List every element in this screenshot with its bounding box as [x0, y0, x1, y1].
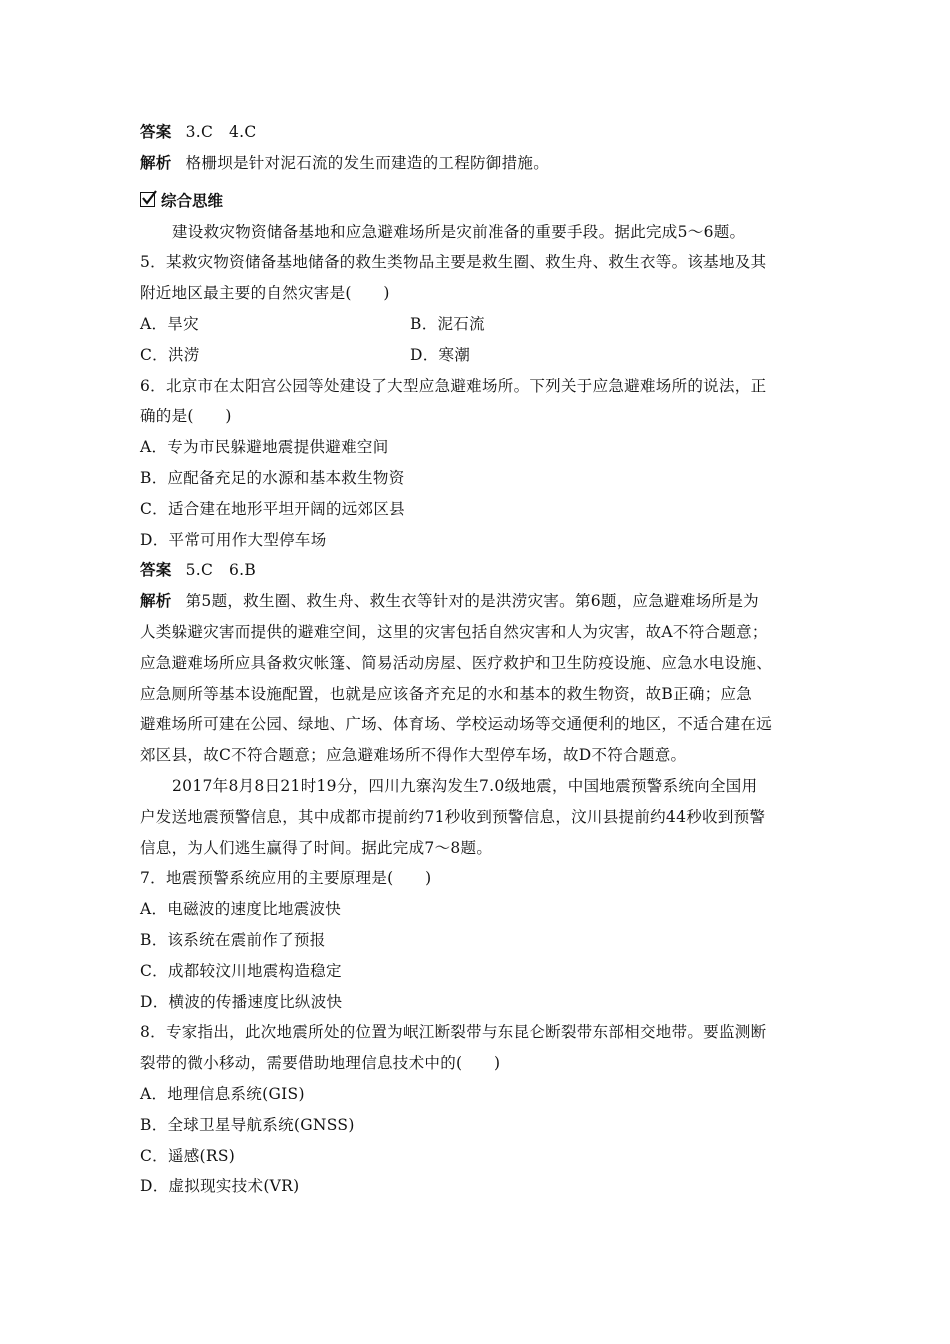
intro-paragraph-2-line-1: 2017年8月8日21时19分，四川九寨沟发生7.0级地震，中国地震预警系统向全国用 [172, 776, 758, 795]
analysis-5-6-line-6: 郊区县，故C不符合题意；应急避难场所不得作大型停车场，故D不符合题意。 [140, 746, 687, 765]
q8-stem-line-1: 8．专家指出，此次地震所处的位置为岷江断裂带与东昆仑断裂带东部相交地带。要监测断 [140, 1023, 767, 1042]
q7-option-a[interactable]: A．电磁波的速度比地震波快 [140, 900, 342, 919]
q8-option-a[interactable]: A．地理信息系统(GIS) [140, 1084, 305, 1103]
intro-paragraph-1: 建设救灾物资储备基地和应急避难场所是灾前准备的重要手段。据此完成5～6题。 [172, 222, 746, 241]
answer-label: 答案 [140, 122, 172, 141]
q5-options-row-2 [140, 340, 812, 371]
answer-text: 3.C 4.C [185, 123, 257, 141]
answer-text: 5.C 6.B [185, 561, 257, 580]
q6-stem-line-1: 6．北京市在太阳宫公园等处建设了大型应急避难场所。下列关于应急避难场所的说法，正 [140, 376, 767, 395]
q6-option-c[interactable]: C．适合建在地形平坦开阔的远郊区县 [140, 499, 405, 518]
intro-paragraph-2-line-2: 户发送地震预警信息，其中成都市提前约71秒收到预警信息，汶川县提前约44秒收到预警 [140, 807, 766, 826]
q6-option-a[interactable]: A．专为市民躲避地震提供避难空间 [140, 438, 389, 457]
answer-5-6-line [140, 555, 812, 586]
q8-option-c[interactable]: C．遥感(RS) [140, 1146, 236, 1165]
analysis-text: 第5题，救生圈、救生舟、救生衣等针对的是洪涝灾害。第6题，应急避难场所是为 [185, 592, 759, 611]
analysis-5-6-line-1 [140, 586, 812, 617]
q8-stem-line-2: 裂带的微小移动，需要借助地理信息技术中的( ) [140, 1054, 501, 1073]
q5-options-row-1 [140, 309, 812, 340]
q5-option-a[interactable]: A．旱灾 [140, 314, 199, 333]
q7-option-c[interactable]: C．成都较汶川地震构造稳定 [140, 961, 342, 980]
checkbox-check-icon [140, 192, 155, 207]
q5-stem-line-1: 5．某救灾物资储备基地储备的救生类物品主要是救生圈、救生舟、救生衣等。该基地及其 [140, 253, 767, 272]
analysis-text: 格栅坝是针对泥石流的发生而建造的工程防御措施。 [185, 153, 550, 172]
q8-option-b[interactable]: B．全球卫星导航系统(GNSS) [140, 1115, 355, 1134]
section-heading-text: 综合思维 [161, 190, 224, 210]
q5-stem-line-2: 附近地区最主要的自然灾害是( ) [140, 284, 390, 303]
q5-option-c[interactable]: C．洪涝 [140, 345, 200, 364]
document-page [140, 117, 812, 1202]
q7-stem-line-1: 7．地震预警系统应用的主要原理是( ) [140, 869, 432, 888]
analysis-label: 解析 [140, 152, 172, 172]
analysis-5-6-line-4: 应急厕所等基本设施配置，也就是应该备齐充足的水和基本的救生物资，故B正确；应急 [140, 684, 753, 703]
section-heading [140, 183, 812, 217]
q5-option-b[interactable]: B．泥石流 [410, 314, 485, 333]
intro-paragraph-2-line-3: 信息，为人们逃生赢得了时间。据此完成7～8题。 [140, 838, 493, 857]
answer-label: 答案 [140, 560, 172, 580]
analysis-5-6-line-3: 应急避难场所应具备救灾帐篷、简易活动房屋、医疗救护和卫生防疫设施、应急水电设施、 [140, 653, 773, 672]
q8-option-d[interactable]: D．虚拟现实技术(VR) [140, 1177, 300, 1196]
q6-option-d[interactable]: D．平常可用作大型停车场 [140, 530, 327, 549]
analysis-label: 解析 [140, 591, 172, 611]
q7-option-d[interactable]: D．横波的传播速度比纵波快 [140, 992, 343, 1011]
q5-option-d[interactable]: D．寒潮 [410, 345, 471, 364]
q7-option-b[interactable]: B．该系统在震前作了预报 [140, 930, 326, 949]
analysis-5-6-line-2: 人类躲避灾害而提供的避难空间，这里的灾害包括自然灾害和人为灾害，故A不符合题意； [140, 622, 768, 641]
q6-stem-line-2: 确的是( ) [140, 407, 232, 426]
q6-option-b[interactable]: B．应配备充足的水源和基本救生物资 [140, 468, 405, 487]
top-analysis-line [140, 148, 812, 179]
analysis-5-6-line-5: 避难场所可建在公园、绿地、广场、体育场、学校运动场等交通便利的地区，不适合建在远 [140, 715, 773, 734]
top-answer-line [140, 117, 812, 148]
